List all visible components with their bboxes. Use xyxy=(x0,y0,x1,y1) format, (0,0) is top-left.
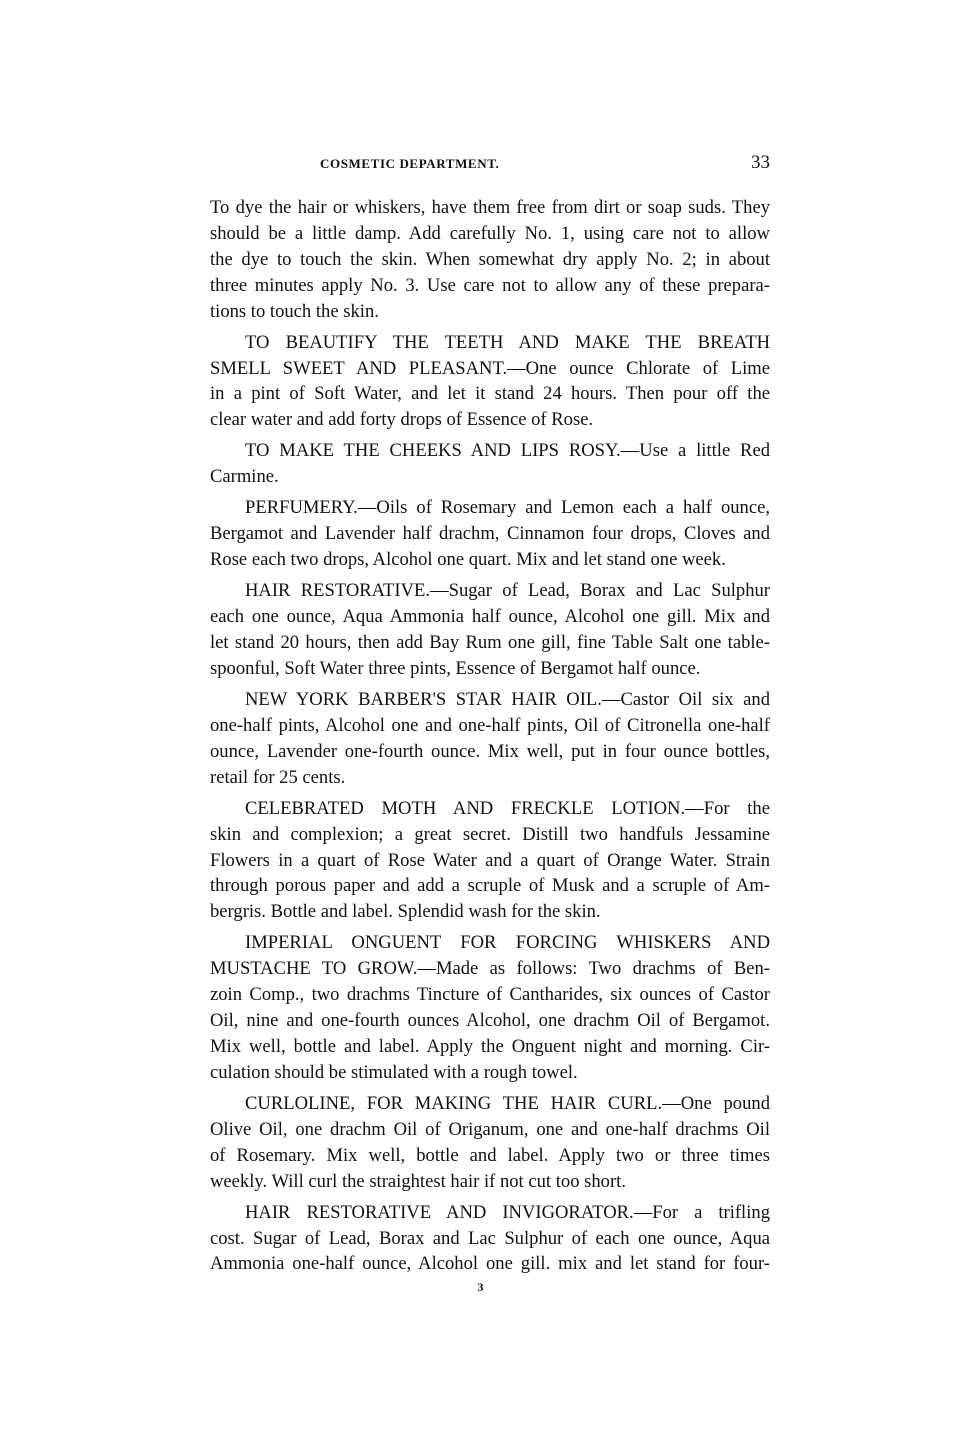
text-line: retail for 25 cents. xyxy=(210,766,346,788)
text-line: MUSTACHE TO GROW.—Made as follows: Two drachms of Ben- xyxy=(210,958,770,980)
text-line: IMPERIAL ONGUENT FOR FORCING WHISKERS AND xyxy=(245,932,770,954)
text-line: SMELL SWEET AND PLEASANT.—One ounce Chlorate of Lime xyxy=(210,357,770,379)
text-line: Olive Oil, one drachm Oil of Origanum, one and one-half drachms Oil xyxy=(210,1118,770,1140)
paragraph xyxy=(210,330,770,434)
text-line: Carmine. xyxy=(210,466,279,488)
text-line: Oil, nine and one-fourth ounces Alcohol, one drachm Oil of Bergamot. xyxy=(210,1010,770,1032)
paragraph xyxy=(210,578,770,682)
paragraph xyxy=(210,195,770,324)
text-line: weekly. Will curl the straightest hair if not cut too short. xyxy=(210,1170,626,1192)
text-line: of Rosemary. Mix well, bottle and label. Apply two or three times xyxy=(210,1144,770,1166)
paragraph xyxy=(210,1091,770,1195)
text-line: Ammonia one-half ounce, Alcohol one gill. mix and let stand for four- xyxy=(210,1253,770,1275)
text-line: Bergamot and Lavender half drachm, Cinnamon four drops, Cloves and xyxy=(210,523,770,545)
text-line: Flowers in a quart of Rose Water and a quart of Orange Water. Strain xyxy=(210,849,770,871)
text-line: TO BEAUTIFY THE TEETH AND MAKE THE BREATH xyxy=(245,331,770,353)
text-line: CURLOLINE, FOR MAKING THE HAIR CURL.—One pound xyxy=(245,1092,770,1114)
paragraph xyxy=(210,495,770,573)
text-line: NEW YORK BARBER'S STAR HAIR OIL.—Castor Oil six and xyxy=(245,688,770,710)
text-line: culation should be stimulated with a rough towel. xyxy=(210,1061,578,1083)
text-line: clear water and add forty drops of Essence of Rose. xyxy=(210,409,594,431)
text-line: the dye to touch the skin. When somewhat dry apply No. 2; in about xyxy=(210,248,770,270)
running-head-title: COSMETIC DEPARTMENT. xyxy=(320,156,500,171)
text-line: HAIR RESTORATIVE AND INVIGORATOR.—For a trifling xyxy=(245,1201,770,1223)
text-line: TO MAKE THE CHEEKS AND LIPS ROSY.—Use a little Red xyxy=(245,440,770,462)
text-line: in a pint of Soft Water, and let it stand 24 hours. Then pour off the xyxy=(210,383,770,405)
text-line: three minutes apply No. 3. Use care not to allow any of these prepara- xyxy=(210,274,770,296)
paragraph xyxy=(210,930,770,1085)
text-line: PERFUMERY.—Oils of Rosemary and Lemon each a half ounce, xyxy=(245,497,770,519)
text-line: one-half pints, Alcohol one and one-half pints, Oil of Citronella one-half xyxy=(210,714,770,736)
text-line: let stand 20 hours, then add Bay Rum one gill, fine Table Salt one table- xyxy=(210,632,770,653)
text-line: skin and complexion; a great secret. Distill two handfuls Jessamine xyxy=(210,823,770,845)
text-line: tions to touch the skin. xyxy=(210,300,379,322)
text-line: bergris. Bottle and label. Splendid wash for the skin. xyxy=(210,901,601,923)
text-line: Rose each two drops, Alcohol one quart. Mix and let stand one week. xyxy=(210,549,726,571)
paragraph xyxy=(210,687,770,791)
text-line: spoonful, Soft Water three pints, Essence of Bergamot half ounce. xyxy=(210,657,701,679)
page-number: 33 xyxy=(751,152,770,173)
text-line: To dye the hair or whiskers, have them free from dirt or soap suds. They xyxy=(210,197,770,218)
paragraph xyxy=(210,796,770,925)
paragraph xyxy=(210,438,770,490)
text-line: Mix well, bottle and label. Apply the Onguent night and morning. Cir- xyxy=(210,1035,770,1057)
running-head xyxy=(210,152,770,176)
text-line: each one ounce, Aqua Ammonia half ounce, Alcohol one gill. Mix and xyxy=(210,606,770,628)
text-line: through porous paper and add a scruple of Musk and a scruple of Am- xyxy=(210,875,770,897)
text-line: zoin Comp., two drachms Tincture of Cantharides, six ounces of Castor xyxy=(210,984,770,1006)
signature-mark: 3 xyxy=(477,1280,484,1294)
page-body xyxy=(210,195,770,1283)
text-line: should be a little damp. Add carefully No. 1, using care not to allow xyxy=(210,222,770,244)
text-line: HAIR RESTORATIVE.—Sugar of Lead, Borax and Lac Sulphur xyxy=(245,580,770,602)
text-line: CELEBRATED MOTH AND FRECKLE LOTION.—For the xyxy=(245,797,770,819)
text-line: ounce, Lavender one-fourth ounce. Mix well, put in four ounce bottles, xyxy=(210,740,770,762)
paragraph xyxy=(210,1200,770,1278)
text-line: cost. Sugar of Lead, Borax and Lac Sulphur of each one ounce, Aqua xyxy=(210,1227,770,1249)
